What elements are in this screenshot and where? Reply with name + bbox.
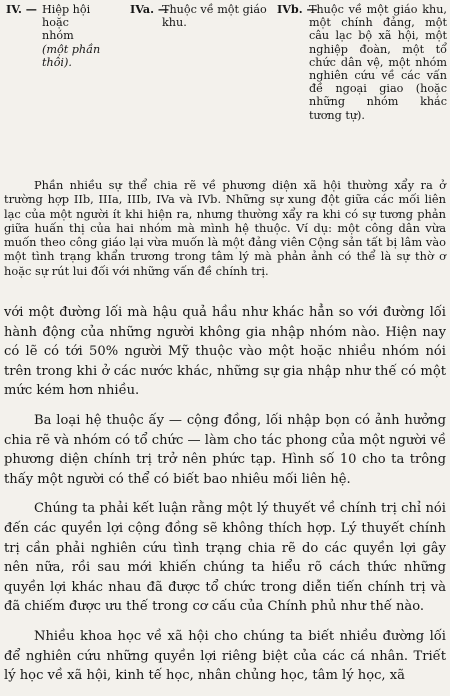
cell-note: (một phần thôi). — [42, 42, 101, 69]
paragraph: Chúng ta phải kết luận rằng một lý thuyết về chính trị chỉ nói đến các quyền lợi cộng đồng sẽ không thích hợp. Lý thuyết chính trị cần phải nghiên cứu tình trạng chia rẽ do các quyền lợi gây nên nữa, rồi sau mới khiến chúng ta hiểu rõ cách thức những quyền lợi khác nhau đã được tổ chức trong diễn tiến chính trị và đã chiếm được ưu thế trong cơ cấu của Chính phủ như thế nào. — [4, 501, 446, 615]
cell-text: Thuộc về một giáo khu. — [162, 3, 267, 30]
main-text — [4, 303, 446, 696]
cell-main-text: Hiệp hội hoặc nhóm — [42, 3, 91, 43]
paragraph: Nhiều khoa học về xã hội cho chúng ta biết nhiều đường lối để nghiên cứu những quyền lợi riêng biệt của các cá nhân. Triết lý học về xã hội, kinh tế học, nhân chủng học, tâm lý học, xã — [4, 628, 446, 684]
cell-text: Thuộc về một giáo khu, một chính đảng, một câu lạc bộ xã hội, một nghiệp đoàn, một tổ chức dân vệ, một nhóm nghiên cứu về các vấn đề ngoại giao (hoặc những nhóm khác tương tự). — [309, 3, 447, 122]
table-explanation — [4, 178, 446, 278]
row-number: IV. — — [6, 2, 37, 16]
paragraph: Ba loại hệ thuộc ấy — cộng đồng, lối nhập bọn có ảnh hưởng chia rẽ và nhóm có tổ chức — làm cho tác phong của một người về phương diện chính trị trở nên phức tạp. Hình số 10 cho ta trông thấy một người có thể có biết bao nhiêu mối liên hệ. — [4, 412, 446, 487]
row-number: IVb. — — [277, 2, 318, 16]
paragraph-continuation: với một đường lối mà hậu quả hầu như khác hẳn so với đường lối hành động của những người không gia nhập nhóm nào. Hiện nay có lẽ có tới 50% người Mỹ thuộc vào một hoặc nhiều nhóm nói trên trong khi ở các nước khác, những sự gia nhập như thế có một mức kém hơn nhiều. — [4, 305, 446, 399]
row-number: IVa. — — [130, 2, 170, 16]
classification-table — [6, 3, 446, 173]
explanation-paragraph: Phần nhiều sự thể chia rẽ về phương diện xã hội thường xẩy ra ở trường hợp IIb, IIIa, IIIb, IVa và IVb. Những sự xung đột giữa các mối liên lạc của một người ít khi hiện ra, nhưng thường xẩy ra khi có sự tương phản giữa huấn thị của hai nhóm mà mình hệ thuộc. Ví dụ: một công dân vừa muốn theo công giáo lại vừa muốn là một đảng viên Cộng sản tất bị lâm vào một tình trạng khẩn trương trong tâm lý mà phản ảnh có thể là sự thờ ơ hoặc sự rút lui đối với những vấn đề chính trị. — [4, 178, 446, 278]
cell-text — [42, 3, 102, 69]
